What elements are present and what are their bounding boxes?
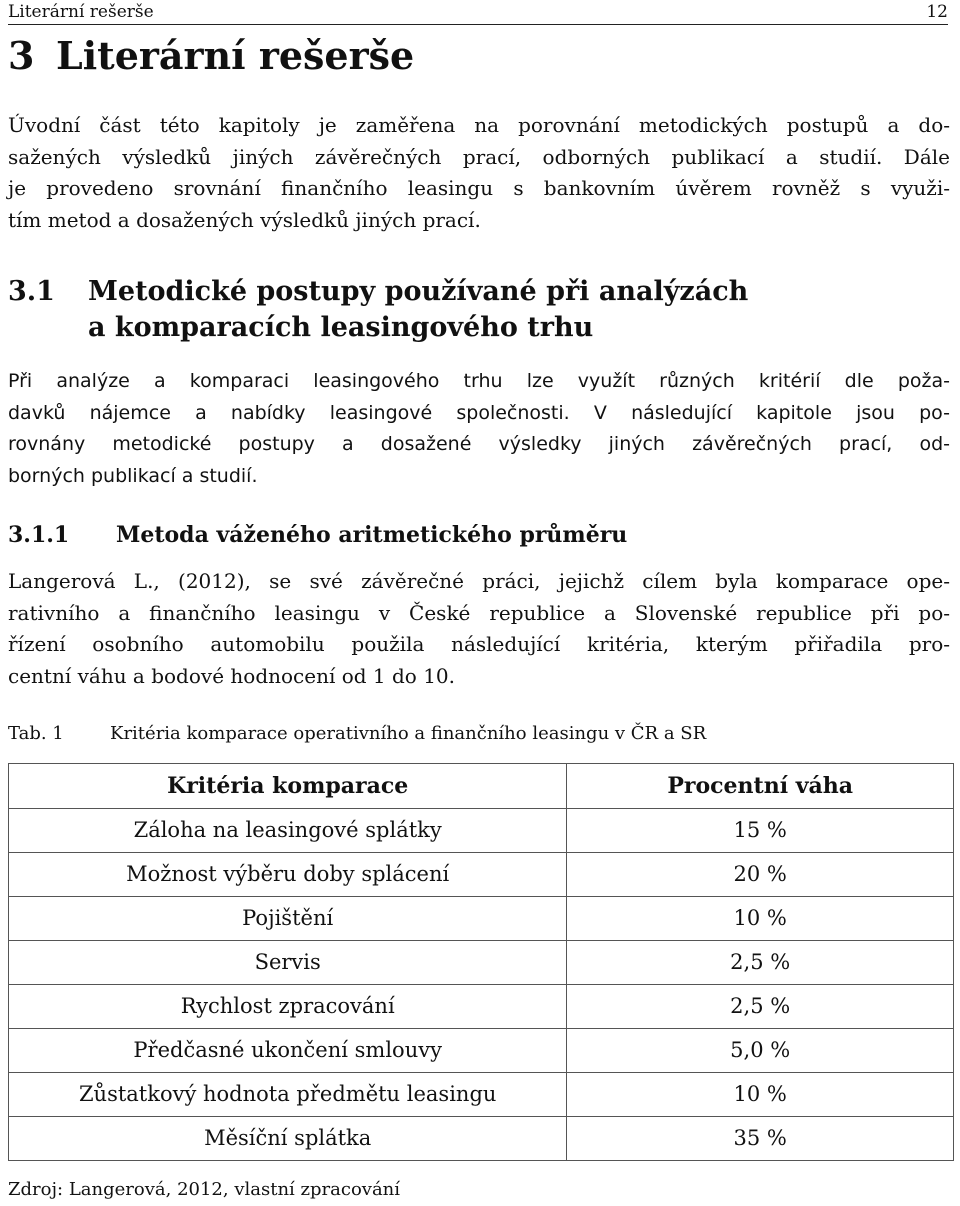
table-header-weight: Procentní váha bbox=[567, 764, 954, 809]
subsection-line: rativního a finančního leasingu v České republice a Slovenské republice při po- bbox=[8, 600, 950, 625]
criterion-cell: Možnost výběru doby splácení bbox=[9, 853, 567, 897]
criterion-cell: Zůstatkový hodnota předmětu leasingu bbox=[9, 1073, 567, 1117]
section-title-line2: a komparacích leasingového trhu bbox=[88, 312, 594, 343]
subsection-paragraph bbox=[8, 566, 950, 692]
weight-cell: 35 % bbox=[567, 1117, 954, 1161]
criterion-cell: Rychlost zpracování bbox=[9, 985, 567, 1029]
subsection-line: centní váhu a bodové hodnocení od 1 do 10. bbox=[8, 663, 456, 688]
criterion-cell: Záloha na leasingové splátky bbox=[9, 809, 567, 853]
table-row bbox=[9, 853, 954, 897]
weight-cell: 10 % bbox=[567, 1073, 954, 1117]
subsection-title-text: Metoda váženého aritmetického průměru bbox=[116, 522, 628, 548]
weight-cell: 10 % bbox=[567, 897, 954, 941]
weight-cell: 5,0 % bbox=[567, 1029, 954, 1073]
chapter-title-text: Literární rešerše bbox=[56, 33, 415, 78]
table-caption bbox=[8, 720, 706, 748]
section-line: rovnány metodické postupy a dosažené výsledky jiných závěrečných prací, od- bbox=[8, 433, 950, 455]
table-row bbox=[9, 941, 954, 985]
table-row bbox=[9, 985, 954, 1029]
intro-line: sažených výsledků jiných závěrečných prací, odborných publikací a studií. Dále bbox=[8, 144, 950, 169]
weight-cell: 2,5 % bbox=[567, 985, 954, 1029]
section-title-line1: Metodické postupy používané při analýzách bbox=[88, 276, 749, 307]
section-line: davků nájemce a nabídky leasingové společnosti. V následující kapitole jsou po- bbox=[8, 401, 950, 424]
section-line: borných publikací a studií. bbox=[8, 464, 258, 487]
table-row bbox=[9, 1029, 954, 1073]
running-header bbox=[8, 2, 948, 25]
table-row bbox=[9, 897, 954, 941]
subsection-number: 3.1.1 bbox=[8, 522, 70, 548]
intro-line: Úvodní část této kapitoly je zaměřena na porovnání metodických postupů a do- bbox=[8, 113, 950, 137]
table-caption-label: Tab. 1 bbox=[8, 723, 64, 744]
weight-cell: 15 % bbox=[567, 809, 954, 853]
table-row bbox=[9, 1117, 954, 1161]
table-header-row bbox=[9, 764, 954, 809]
criterion-cell: Měsíční splátka bbox=[9, 1117, 567, 1161]
source-note: Zdroj: Langerová, 2012, vlastní zpracování bbox=[8, 1179, 401, 1200]
criterion-cell: Pojištění bbox=[9, 897, 567, 941]
table-row bbox=[9, 809, 954, 853]
chapter-number: 3 bbox=[8, 33, 35, 78]
table-header-criteria: Kritéria komparace bbox=[9, 764, 567, 809]
section-line: Při analýze a komparaci leasingového trhu lze využít různých kritérií dle poža- bbox=[8, 370, 950, 392]
table-row bbox=[9, 1073, 954, 1117]
chapter-title bbox=[8, 30, 414, 82]
page-number: 12 bbox=[926, 2, 948, 22]
criterion-cell: Předčasné ukončení smlouvy bbox=[9, 1029, 567, 1073]
intro-line: je provedeno srovnání finančního leasingu s bankovním úvěrem rovněž s využi- bbox=[8, 176, 950, 200]
section-number: 3.1 bbox=[8, 276, 55, 307]
criteria-table bbox=[8, 763, 954, 1161]
table-caption-text: Kritéria komparace operativního a finančního leasingu v ČR a SR bbox=[110, 723, 707, 744]
intro-paragraph bbox=[8, 110, 950, 236]
section-paragraph bbox=[8, 366, 950, 492]
subsection-line: Langerová L., (2012), se své závěrečné práci, jejichž cílem byla komparace ope- bbox=[8, 569, 950, 593]
criterion-cell: Servis bbox=[9, 941, 567, 985]
subsection-line: řízení osobního automobilu použila následující kritéria, kterým přiřadila pro- bbox=[8, 632, 950, 656]
weight-cell: 2,5 % bbox=[567, 941, 954, 985]
section-title bbox=[8, 274, 748, 346]
running-header-title: Literární rešerše bbox=[8, 2, 154, 22]
intro-line: tím metod a dosažených výsledků jiných prací. bbox=[8, 207, 481, 232]
subsection-title bbox=[8, 518, 627, 552]
weight-cell: 20 % bbox=[567, 853, 954, 897]
